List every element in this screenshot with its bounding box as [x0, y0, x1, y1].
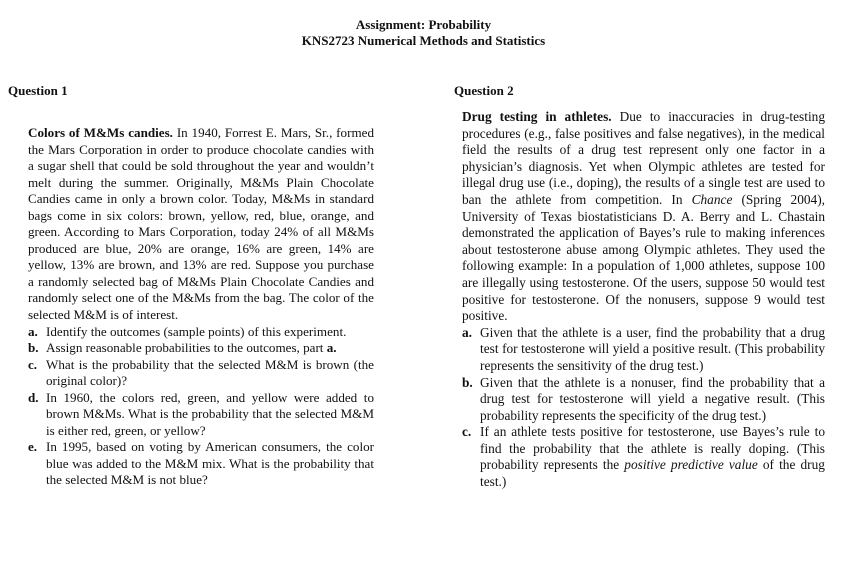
question-2-parts [462, 325, 825, 491]
question-1-parts [28, 324, 374, 489]
question-1-part-d: d. In 1960, the colors red, green, and yellow were added to brown M&Ms. What is the probability that the selected M&M is either red, green, or yellow? [28, 389, 374, 438]
question-1-lead: Colors of M&Ms candies. [28, 125, 173, 140]
question-1-part-c: c. What is the probability that the selected M&M is brown (the original color)? [28, 356, 374, 389]
question-2-lead: Drug testing in athletes. [462, 109, 612, 124]
question-2-heading: Question 2 [454, 83, 514, 98]
question-2-part-a: a. Given that the athlete is a user, find the probability that a drug test for testosterone will yield a positive result. (This probability represents the sensitivity of the drug test.) [462, 324, 825, 373]
question-1-heading: Question 1 [8, 83, 68, 98]
question-1-paragraph [28, 125, 374, 324]
question-1-part-a: a. Identify the outcomes (sample points) of this experiment. [28, 323, 347, 339]
document-header [0, 17, 847, 49]
question-1-part-b: b. Assign reasonable probabilities to the outcomes, part a. [28, 340, 337, 356]
question-2-body [462, 109, 825, 491]
question-2-part-c: c. If an athlete tests positive for testosterone, use Bayes’s rule to find the probability that the athlete is really doping. (This probability represents the positive predictive value of the drug test.) [462, 424, 825, 490]
question-1-part-e: e. In 1995, based on voting by American consumers, the color blue was added to the M&M mix. What is the probability that the selected M&M is not blue? [28, 439, 374, 488]
course-subtitle: KNS2723 Numerical Methods and Statistics [301, 33, 546, 48]
assignment-title: Assignment: Probability [355, 17, 492, 32]
question-2-paragraph: Drug testing in athletes. Due to inaccuracies in drug-testing procedures (e.g., false positives and false negatives), in the medical field the results of a drug test represent only one factor in a physician’s diagnosis. Yet when Olympic athletes are tested for illegal drug use (i.e., doping), the results of a single test are used to ban the athlete from competition. In Chance (Spring 2004), University of Texas biostatisticians D. A. Berry and L. Chastain demonstrated the application of Bayes’s rule to making inferences about testosterone abuse among Olympic athletes. They used the following example: In a population of 1,000 athletes, suppose 100 are illegally using testosterone. Of the users, suppose 50 would test positive for testosterone. Of the nonusers, suppose 9 would test positive. [462, 109, 825, 324]
journal-name: Chance [691, 191, 733, 207]
question-1-body [28, 125, 374, 489]
question-1-text: In 1940, Forrest E. Mars, Sr., formed the Mars Corporation in order to produce chocolate candies with a sugar shell that could be sold throughout the year and wouldn’t melt during the summer. Originally, M&Ms Plain Chocolate Candies came in only a brown color. Today, M&Ms in standard bags come in six colors: brown, yellow, red, blue, orange, and green. According to Mars Corporation, today 24% of all M&Ms produced are blue, 20% are orange, 16% are green, 14% are yellow, 13% are brown, and 13% are red. Suppose you purchase a randomly selected bag of M&Ms Plain Chocolate Candies and randomly select one of the M&Ms from the bag. The color of the selected M&M is of interest. [28, 125, 374, 323]
question-2-part-b: b. Given that the athlete is a nonuser, find the probability that a drug test for testosterone will yield a negative result. (This probability represents the specificity of the drug test.) [462, 374, 825, 423]
